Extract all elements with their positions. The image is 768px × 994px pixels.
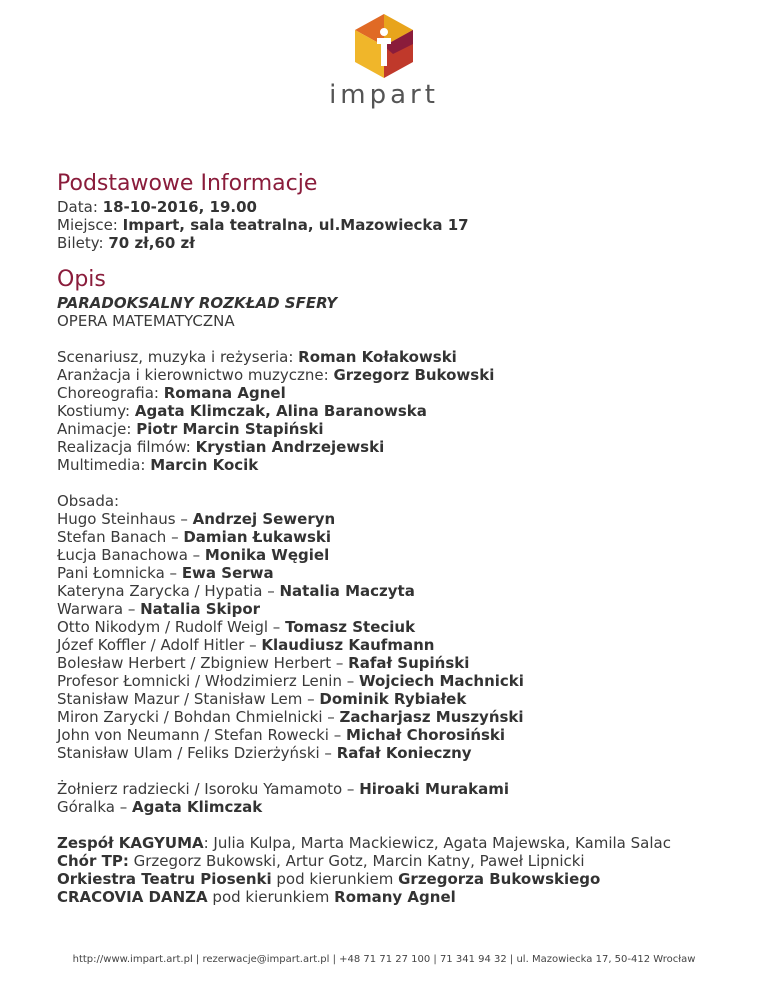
cast-line-value: Rafał Konieczny — [336, 744, 472, 762]
date-line: Data: 18-10-2016, 19.00 — [57, 198, 257, 216]
ensemble-line — [57, 888, 737, 906]
cast-line-label: Otto Nikodym / Rudolf Weigl – — [57, 618, 286, 636]
cast-line-label: Warwara – — [57, 600, 141, 618]
ensembles-list — [57, 834, 737, 906]
ensemble-leader: Grzegorza Bukowskiego — [398, 870, 601, 888]
cast-line-label: Bolesław Herbert / Zbigniew Herbert – — [57, 654, 349, 672]
cast-line-label: Stanisław Ulam / Feliks Dzierżyński – — [57, 744, 337, 762]
cast-line-label: John von Neumann / Stefan Rowecki – — [57, 726, 347, 744]
ensemble-line — [57, 834, 737, 852]
tickets-value: 70 zł,60 zł — [108, 234, 195, 252]
cast-line-label: Profesor Łomnicki / Włodzimierz Lenin – — [57, 672, 360, 690]
credit-line-label: Choreografia: — [57, 384, 164, 402]
credit-line — [57, 348, 737, 366]
credit-line-value: Piotr Marcin Stapiński — [136, 420, 324, 438]
cast-line — [57, 528, 737, 546]
cast-line-value: Damian Łukawski — [183, 528, 332, 546]
cast-line-value: Tomasz Steciuk — [285, 618, 416, 636]
section-title-description: Opis — [57, 267, 106, 292]
cast-line — [57, 618, 737, 636]
place-line: Miejsce: Impart, sala teatralna, ul.Mazowiecka 17 — [57, 216, 469, 234]
ensemble-name: Orkiestra Teatru Piosenki — [57, 870, 272, 888]
cast-list-2 — [57, 780, 737, 816]
credit-line-label: Scenariusz, muzyka i reżyseria: — [57, 348, 299, 366]
cast-line-value: Natalia Skipor — [140, 600, 261, 618]
play-title: PARADOKSALNY ROZKŁAD SFERY — [57, 294, 338, 312]
credit-line — [57, 384, 737, 402]
footer-contact: http://www.impart.art.pl | rezerwacje@impart.art.pl | +48 71 71 27 100 | 71 341 94 32 | ul. Mazowiecka 17, 50-412 Wrocław — [72, 954, 696, 965]
cast-line-label: Pani Łomnicka – — [57, 564, 182, 582]
credit-line-label: Aranżacja i kierownictwo muzyczne: — [57, 366, 334, 384]
credit-line-value: Grzegorz Bukowski — [333, 366, 495, 384]
cast-line — [57, 708, 737, 726]
credit-line-label: Kostiumy: — [57, 402, 135, 420]
play-subtitle: OPERA MATEMATYCZNA — [57, 312, 235, 330]
cast-line-value: Ewa Serwa — [181, 564, 274, 582]
cast-list — [57, 510, 737, 762]
cast-line-label: Żołnierz radziecki / Isoroku Yamamoto – — [57, 780, 360, 798]
cast-line-value: Hiroaki Murakami — [359, 780, 510, 798]
cast-line — [57, 744, 737, 762]
credit-line — [57, 420, 737, 438]
impart-logo-icon — [355, 14, 413, 78]
tickets-line: Bilety: 70 zł,60 zł — [57, 234, 195, 252]
credit-line-label: Animacje: — [57, 420, 137, 438]
credits-list — [57, 348, 737, 474]
credit-line — [57, 366, 737, 384]
cast-line — [57, 690, 737, 708]
cast-line-value: Rafał Supiński — [348, 654, 470, 672]
cast-heading: Obsada: — [57, 492, 120, 510]
cast-line-label: Hugo Steinhaus – — [57, 510, 193, 528]
cast-line — [57, 636, 737, 654]
credit-line-value: Agata Klimczak, Alina Baranowska — [134, 402, 427, 420]
date-value: 18-10-2016, 19.00 — [102, 198, 257, 216]
cast-line-value: Wojciech Machnicki — [359, 672, 524, 690]
credit-line — [57, 402, 737, 420]
logo-wordmark: impart — [329, 80, 439, 110]
cast-line-value: Agata Klimczak — [131, 798, 263, 816]
cast-line — [57, 564, 737, 582]
credit-line-value: Krystian Andrzejewski — [195, 438, 385, 456]
cast-line-value: Natalia Maczyta — [279, 582, 415, 600]
credit-line-value: Roman Kołakowski — [298, 348, 457, 366]
main-content — [57, 170, 737, 906]
cast-line-label: Stefan Banach – — [57, 528, 184, 546]
cast-line-value: Klaudiusz Kaufmann — [261, 636, 435, 654]
credit-line-label: Realizacja filmów: — [57, 438, 196, 456]
cast-line — [57, 546, 737, 564]
cast-line — [57, 600, 737, 618]
ensemble-text: pod kierunkiem — [271, 870, 399, 888]
cast-line — [57, 582, 737, 600]
ensemble-line — [57, 870, 737, 888]
credit-line-value: Romana Agnel — [163, 384, 286, 402]
cast-line-value: Andrzej Seweryn — [192, 510, 336, 528]
cast-line-label: Łucja Banachowa – — [57, 546, 205, 564]
cast-line — [57, 798, 737, 816]
ensemble-name: Zespół KAGYUMA — [57, 834, 204, 852]
cast-line-label: Józef Koffler / Adolf Hitler – — [57, 636, 262, 654]
cast-line-label: Miron Zarycki / Bohdan Chmielnicki – — [57, 708, 340, 726]
cast-line — [57, 726, 737, 744]
ensemble-text: pod kierunkiem — [207, 888, 335, 906]
credit-line-value: Marcin Kocik — [150, 456, 259, 474]
cast-line — [57, 510, 737, 528]
cast-line — [57, 780, 737, 798]
cast-line-value: Michał Chorosiński — [346, 726, 506, 744]
ensemble-line — [57, 852, 737, 870]
ensemble-name: Chór TP: — [57, 852, 129, 870]
cast-line — [57, 654, 737, 672]
cast-line-label: Kateryna Zarycka / Hypatia – — [57, 582, 280, 600]
credit-line — [57, 456, 737, 474]
ensemble-name: CRACOVIA DANZA — [57, 888, 208, 906]
cast-line-label: Stanisław Mazur / Stanisław Lem – — [57, 690, 320, 708]
cast-line — [57, 672, 737, 690]
cast-line-value: Dominik Rybiałek — [319, 690, 467, 708]
ensemble-text: : Julia Kulpa, Marta Mackiewicz, Agata Majewska, Kamila Salac — [203, 834, 671, 852]
cast-line-value: Zacharjasz Muszyński — [339, 708, 524, 726]
section-title-basic-info: Podstawowe Informacje — [57, 171, 318, 196]
place-value: Impart, sala teatralna, ul.Mazowiecka 17 — [122, 216, 469, 234]
ensemble-leader: Romany Agnel — [334, 888, 456, 906]
credit-line-label: Multimedia: — [57, 456, 151, 474]
ensemble-text: Grzegorz Bukowski, Artur Gotz, Marcin Katny, Paweł Lipnicki — [128, 852, 585, 870]
cast-line-label: Góralka – — [57, 798, 132, 816]
credit-line — [57, 438, 737, 456]
cast-line-value: Monika Węgiel — [204, 546, 330, 564]
